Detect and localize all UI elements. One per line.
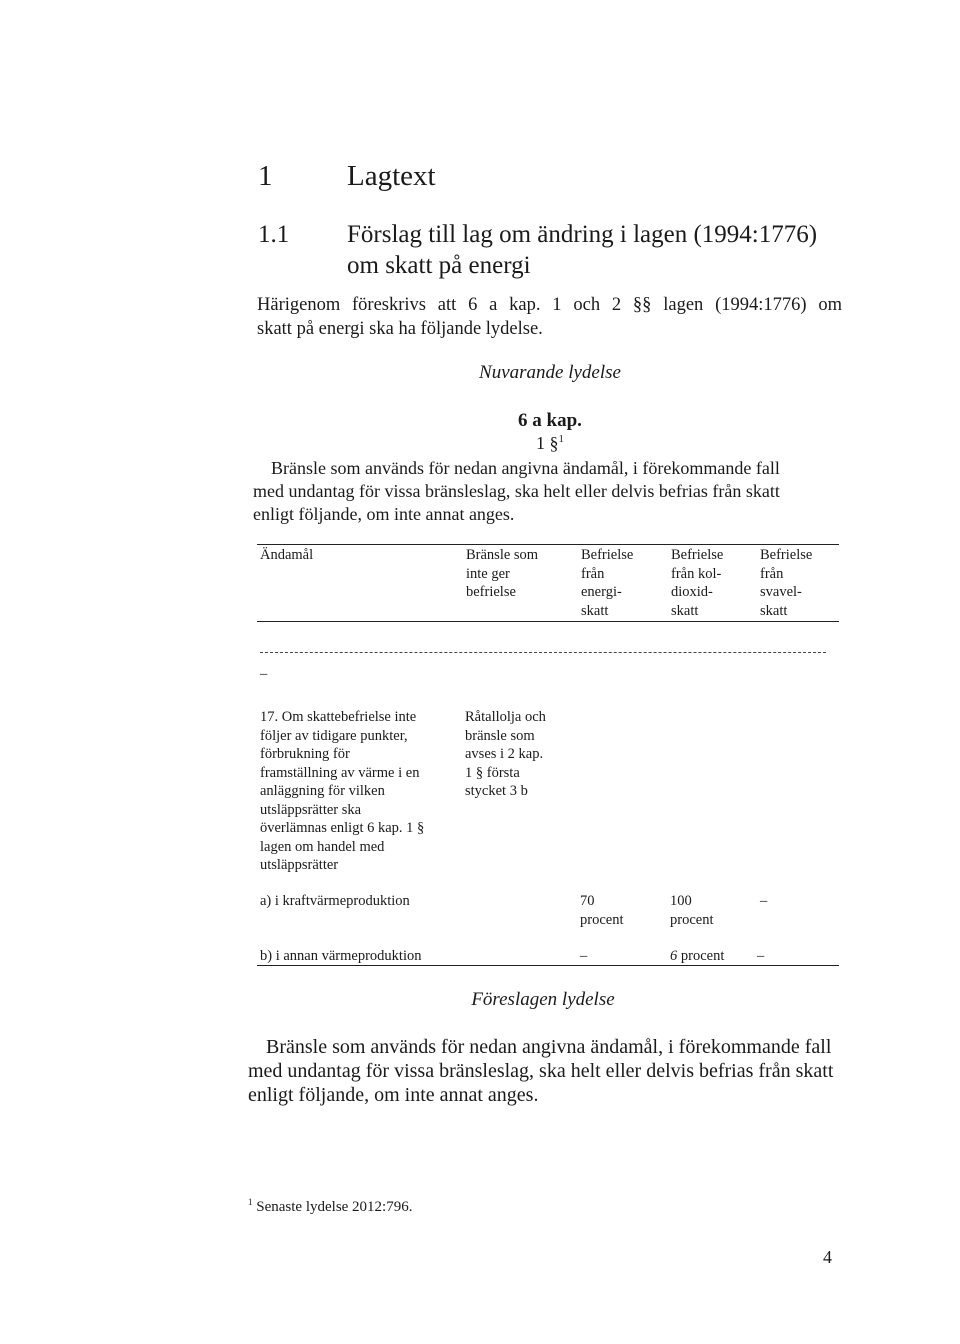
row17-purpose-line: anläggning för vilken: [260, 783, 385, 799]
row17-fuel: [465, 708, 546, 801]
heading2-title-line2: om skatt på energi: [347, 252, 531, 279]
header-sulphur-line: Befrielse: [760, 547, 813, 563]
table-bottom-rule: [257, 965, 839, 966]
row17-purpose-line: lagen om handel med: [260, 838, 385, 855]
row17-fuel-line: Råtallolja och: [465, 709, 546, 725]
header-co2-line: Befrielse: [671, 547, 724, 563]
header-co2: [671, 546, 723, 620]
current-paragraph: [253, 457, 843, 526]
row-a-co2-line: 100: [670, 893, 692, 909]
proposed-paragraph: [248, 1035, 838, 1107]
header-purpose-line: Ändamål: [260, 547, 314, 563]
row17-purpose-line: framställning av värme i en: [260, 764, 420, 781]
row17-purpose-line: utsläppsrätter ska: [260, 801, 362, 818]
row-a-label: a) i kraftvärmeproduktion: [260, 893, 410, 909]
header-co2-line: skatt: [671, 602, 699, 619]
dash-mark: –: [260, 666, 268, 682]
row17-fuel-line: 1 § första: [465, 764, 520, 781]
header-energy-line: skatt: [581, 602, 609, 619]
row-b-sulphur: –: [757, 948, 765, 964]
table-top-rule: [257, 544, 839, 545]
row17-purpose: [260, 708, 424, 875]
row-a-co2: [670, 892, 713, 929]
footnote-mark: 1: [248, 1197, 253, 1207]
heading1-title: Lagtext: [347, 160, 436, 192]
row17-fuel-line: stycket 3 b: [465, 783, 528, 799]
section-label: 1 §: [536, 433, 559, 453]
intro-paragraph: [257, 293, 842, 341]
header-fuel-line: befrielse: [466, 584, 516, 600]
heading2-number: 1.1: [258, 221, 290, 248]
row-b-energy: –: [580, 948, 588, 964]
row17-purpose-line: följer av tidigare punkter,: [260, 727, 408, 744]
row-a-energy-line: procent: [580, 911, 624, 928]
row-a-sulphur: –: [760, 893, 768, 909]
header-sulphur-line: svavel-: [760, 584, 802, 600]
current-line1: Bränsle som används för nedan angivna ändamål, i förekommande fall: [271, 458, 780, 478]
header-sulphur: [760, 546, 812, 620]
current-line3: enligt följande, om inte annat anges.: [253, 504, 515, 524]
row-b-co2-unit: procent: [680, 948, 725, 964]
intro-line2: skatt på energi ska ha följande lydelse.: [257, 319, 543, 339]
current-version-label: Nuvarande lydelse: [479, 362, 621, 383]
heading2-title: [347, 219, 867, 281]
proposed-version-label: Föreslagen lydelse: [471, 989, 615, 1010]
header-co2-line: från kol-: [671, 565, 722, 582]
header-fuel-line: Bränsle som: [466, 547, 539, 563]
header-fuel: [466, 546, 538, 602]
footnote-text: Senaste lydelse 2012:796.: [256, 1199, 413, 1215]
row-a-energy: [580, 892, 623, 929]
proposed-line1: Bränsle som används för nedan angivna ändamål, i förekommande fall: [266, 1036, 832, 1058]
section-footnote-ref: 1: [558, 433, 564, 445]
chapter-heading: 6 a kap.: [518, 410, 582, 431]
header-fuel-line: inte ger: [466, 565, 510, 582]
header-sulphur-line: från: [760, 565, 784, 582]
current-line2: med undantag för vissa bränsleslag, ska helt eller delvis befrias från skatt: [253, 481, 780, 501]
row17-fuel-line: bränsle som: [465, 727, 535, 744]
proposed-line3: enligt följande, om inte annat anges.: [248, 1084, 539, 1106]
header-energy-line: Befrielse: [581, 547, 634, 563]
section-heading: [450, 433, 650, 454]
header-purpose: [260, 546, 313, 565]
header-sulphur-line: skatt: [760, 602, 788, 619]
intro-line1: Härigenom föreskrivs att 6 a kap. 1 och 2 §§ lagen (1994:1776) om: [257, 295, 842, 315]
row17-purpose-line: 17. Om skattebefrielse inte: [260, 709, 417, 725]
row-a-energy-line: 70: [580, 893, 595, 909]
page-number: 4: [823, 1247, 832, 1267]
row17-purpose-line: utsläppsrätter: [260, 857, 339, 873]
header-co2-line: dioxid-: [671, 584, 713, 600]
row17-fuel-line: avses i 2 kap.: [465, 746, 544, 762]
header-energy-line: energi-: [581, 584, 622, 600]
table-dashed-separator: [260, 652, 826, 653]
header-energy-line: från: [581, 565, 605, 582]
row-a-co2-line: procent: [670, 911, 714, 928]
row-b-label: b) i annan värmeproduktion: [260, 948, 422, 964]
header-energy: [581, 546, 633, 620]
row-b-co2: [670, 947, 724, 966]
heading1-number: 1: [258, 160, 273, 192]
proposed-line2: med undantag för vissa bränsleslag, ska helt eller delvis befrias från skatt: [248, 1060, 834, 1082]
row-b-co2-number: 6: [670, 948, 678, 964]
heading2-title-line1: Förslag till lag om ändring i lagen (1994:1776): [347, 221, 818, 248]
table-header-rule: [257, 621, 839, 622]
footnote: [248, 1197, 412, 1216]
row17-purpose-line: överlämnas enligt 6 kap. 1 §: [260, 820, 425, 836]
row17-purpose-line: förbrukning för: [260, 746, 350, 762]
